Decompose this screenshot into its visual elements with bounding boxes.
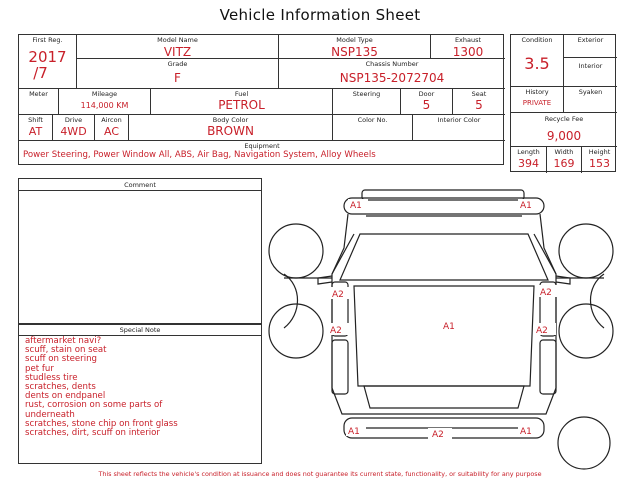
exhaust-cell [431,35,505,59]
mark-rear-right: A1 [520,427,532,437]
height-cell [582,147,617,173]
door-cell [401,89,453,115]
width-label: Width [554,148,574,156]
width-value: 169 [553,157,575,170]
aircon-cell [95,115,129,141]
recycle-fee-label: Recycle Fee [544,115,584,123]
aircon-value: AC [103,125,119,138]
chassis-number-label: Chassis Number [365,60,419,68]
model-type-label: Model Type [336,36,373,44]
height-value: 153 [589,157,610,170]
model-name-value: VITZ [163,45,192,59]
history-cell [511,87,564,113]
vehicle-diagram [262,178,632,470]
mirror-left [318,276,332,284]
seat-cell [453,89,505,115]
condition-value: 3.5 [524,54,550,73]
drive-value: 4WD [60,125,87,138]
spare-wheel [558,417,610,469]
height-label: Height [588,148,611,156]
meter-label: Meter [29,90,48,98]
right-rear-door [540,340,556,394]
left-side-panel [284,274,332,328]
meter-cell [19,89,59,115]
aircon-label: Aircon [101,116,122,124]
exhaust-label: Exhaust [454,36,482,44]
first-reg-label: First Reg. [32,36,63,44]
first-reg-year: 2017 [28,48,67,66]
roof-outline [354,286,534,386]
grade-value: F [174,71,181,85]
body-color-label: Body Color [212,116,249,124]
length-label: Length [517,148,540,156]
recycle-fee-value: 9,000 [546,129,582,143]
color-no-cell [333,115,413,141]
first-reg-cell [19,35,77,89]
interior-color-label: Interior Color [437,116,481,124]
rear-window [364,386,524,408]
comment-divider [19,190,261,191]
model-type-cell [279,35,431,59]
exterior-cell [564,35,617,58]
mark-front-left: A1 [350,201,362,211]
exhaust-value: 1300 [452,45,484,59]
body-color-value: BROWN [207,124,254,138]
fuel-label: Fuel [234,90,249,98]
length-cell [511,147,547,173]
history-value: PRIVATE [522,99,552,107]
steering-cell [333,89,401,115]
recycle-fee-cell [511,113,617,147]
first-reg-month: /7 [33,64,48,82]
chassis-number-cell [279,59,505,89]
equipment-label: Equipment [244,142,280,150]
equipment-value: Power Steering, Power Window All, ABS, Air Bag, Navigation System, Alloy Wheels [23,150,376,160]
mirror-right [556,276,570,284]
mark-right-upper: A2 [540,288,552,298]
wheel-front-left [269,224,323,278]
syaken-cell [564,87,617,113]
condition-table [510,34,616,172]
body-outline [332,214,556,414]
syaken-label: Syaken [578,88,603,96]
door-label: Door [418,90,435,98]
grade-cell [77,59,279,89]
interior-color-cell [413,115,505,141]
steering-label: Steering [352,90,381,98]
model-type-value: NSP135 [331,45,378,59]
wheel-rear-right [559,304,613,358]
fuel-value: PETROL [218,98,265,112]
model-name-cell [77,35,279,59]
mark-roof: A1 [443,322,455,332]
special-note-label: Special Note [119,326,161,334]
history-label: History [525,88,549,96]
body-color-cell [129,115,333,141]
condition-label: Condition [521,36,553,44]
grade-label: Grade [167,60,188,68]
windshield [340,234,548,280]
interior-label: Interior [578,62,603,70]
shift-value: AT [28,125,43,138]
mark-left-upper: A2 [332,290,344,300]
door-value: 5 [422,98,431,112]
model-name-label: Model Name [157,36,198,44]
drive-label: Drive [64,116,83,124]
equipment-cell [19,141,505,166]
drive-cell [53,115,95,141]
interior-cell [564,58,617,87]
color-no-label: Color No. [357,116,388,124]
seat-label: Seat [471,90,487,98]
wheel-front-right [559,224,613,278]
damage-marks [328,199,560,439]
shift-label: Shift [28,116,43,124]
disclaimer-footer: This sheet reflects the vehicle's condition at issuance and does not guarantee its current state, functionality, or suitability for any purpose [98,470,542,478]
length-value: 394 [518,157,539,170]
mileage-value: 114,000 KM [80,101,129,110]
comment-label: Comment [124,181,156,189]
mark-rear-left: A1 [348,427,360,437]
mark-front-right: A1 [520,201,532,211]
comment-box [18,178,262,324]
fuel-cell [151,89,333,115]
condition-cell [511,35,564,87]
shift-cell [19,115,53,141]
width-cell [547,147,582,173]
mark-right-lower: A2 [536,326,548,336]
mileage-label: Mileage [91,90,118,98]
special-note-text: aftermarket navi? scuff, stain on seat scuff on steering pet fur studless tire scratches, dents dents on endpanel rust, corrosion on some parts of underneath scratches, stone chip on front glass scratches, dirt, scuff on interior [25,336,178,439]
vehicle-info-table [18,34,504,165]
exterior-label: Exterior [577,36,604,44]
mark-rear-center: A2 [432,430,444,440]
left-rear-door [332,340,348,394]
mark-left-lower: A2 [330,326,342,336]
mileage-cell [59,89,151,115]
seat-value: 5 [475,98,483,112]
chassis-number-value: NSP135-2072704 [339,71,445,85]
sheet-title: Vehicle Information Sheet [219,6,421,24]
special-note-box [18,324,262,464]
right-side-panel [556,274,604,328]
